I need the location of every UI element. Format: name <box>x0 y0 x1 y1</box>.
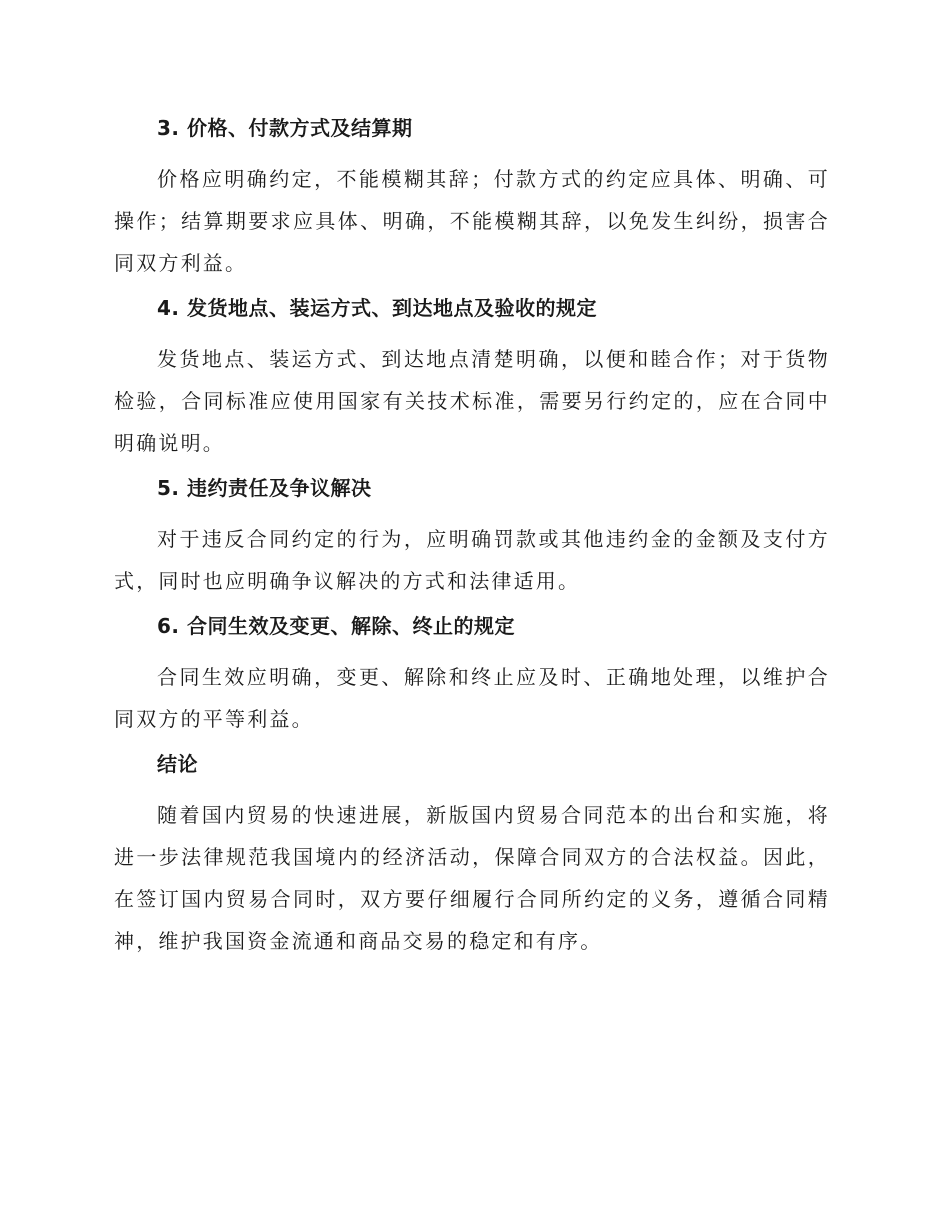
section-heading: 结论 <box>157 752 198 776</box>
section-effect-termination <box>114 610 830 740</box>
section-heading: 5. 违约责任及争议解决 <box>157 476 372 500</box>
section-heading: 6. 合同生效及变更、解除、终止的规定 <box>157 614 515 638</box>
section-paragraph: 随着国内贸易的快速进展，新版国内贸易合同范本的出台和实施，将进一步法律规范我国境内的经济活动，保障合同双方的合法权益。因此，在签订国内贸易合同时，双方要仔细履行合同所约定的义务，遵循合同精神，维护我国资金流通和商品交易的稳定和有序。 <box>114 803 830 953</box>
section-price-payment <box>114 112 830 284</box>
document-body <box>114 112 830 970</box>
section-liability-dispute <box>114 472 830 602</box>
section-heading: 3. 价格、付款方式及结算期 <box>157 116 413 140</box>
section-paragraph: 发货地点、装运方式、到达地点清楚明确，以便和睦合作；对于货物检验，合同标准应使用国家有关技术标准，需要另行约定的，应在合同中明确说明。 <box>114 347 830 455</box>
section-paragraph: 对于违反合同约定的行为，应明确罚款或其他违约金的金额及支付方式，同时也应明确争议解决的方式和法律适用。 <box>114 527 830 593</box>
section-heading: 4. 发货地点、装运方式、到达地点及验收的规定 <box>157 296 597 320</box>
section-conclusion <box>114 748 830 962</box>
section-paragraph: 合同生效应明确，变更、解除和终止应及时、正确地处理，以维护合同双方的平等利益。 <box>114 665 830 731</box>
section-delivery-inspection <box>114 292 830 464</box>
section-paragraph: 价格应明确约定，不能模糊其辞；付款方式的约定应具体、明确、可操作；结算期要求应具体、明确，不能模糊其辞，以免发生纠纷，损害合同双方利益。 <box>114 167 830 275</box>
